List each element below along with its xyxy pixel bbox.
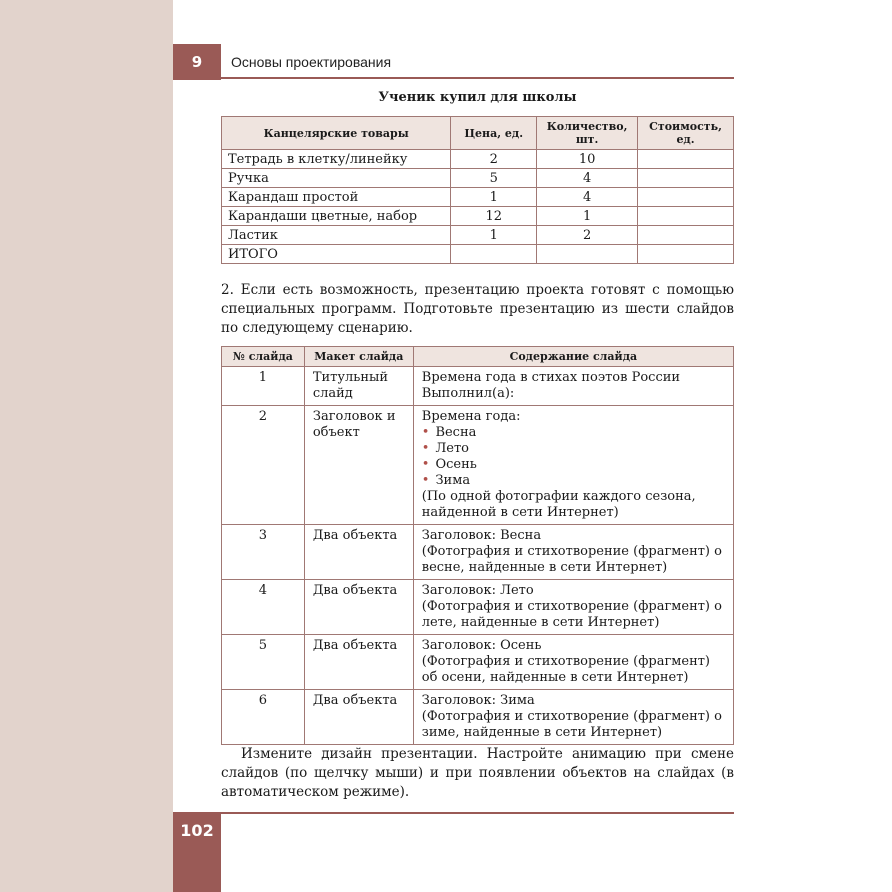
- bullet-icon: •: [421, 441, 430, 456]
- slide-content-cell: [413, 690, 733, 745]
- content-line: Времена года в стихах поэтов России: [421, 370, 681, 385]
- header-divider: [221, 77, 734, 79]
- bullet-text: Лето: [435, 441, 469, 456]
- bullet-icon: •: [421, 473, 430, 488]
- bullet-item: [422, 473, 725, 489]
- closing-instructions: Измените дизайн презентации. Настройте анимацию при смене слайдов (по щелчку мыши) и при появлении объектов на слайдах (в автоматическом режиме).: [221, 746, 734, 800]
- price-cell: 12: [451, 207, 537, 226]
- content-line: Выполнил(а):: [421, 386, 515, 401]
- cost-cell: [638, 245, 734, 264]
- content-line: Заголовок: Осень: [421, 638, 542, 653]
- quantity-cell: 4: [537, 188, 638, 207]
- bullet-item: [422, 457, 725, 473]
- slide-layout-cell: Два объекта: [304, 525, 413, 580]
- table-header-row: [222, 347, 734, 367]
- content-line: (Фотография и стихотворение (фрагмент) об осени, найденные в сети Интернет): [421, 654, 710, 685]
- quantity-cell: [537, 245, 638, 264]
- slide-number-cell: 4: [222, 580, 305, 635]
- slide-number-cell: 3: [222, 525, 305, 580]
- table-row: [222, 245, 734, 264]
- page-number: [173, 812, 221, 892]
- quantity-cell: 10: [537, 150, 638, 169]
- table-row: [222, 226, 734, 245]
- header-slide-layout: Макет слайда: [304, 347, 413, 367]
- bullet-item: [422, 425, 725, 441]
- content-line: Времена года:: [421, 409, 521, 424]
- price-cell: [451, 245, 537, 264]
- content-line: (По одной фотографии каждого сезона, найденной в сети Интернет): [421, 489, 696, 520]
- table-row: [222, 525, 734, 580]
- item-cell: ИТОГО: [222, 245, 451, 264]
- task-2: [221, 281, 734, 338]
- bullet-text: Зима: [435, 473, 471, 488]
- table-row: [222, 580, 734, 635]
- slide-content-cell: [413, 635, 733, 690]
- item-cell: Ластик: [222, 226, 451, 245]
- header-goods: Канцелярские товары: [222, 117, 451, 150]
- price-cell: 1: [451, 226, 537, 245]
- table-row: [222, 188, 734, 207]
- header-price: Цена, ед.: [451, 117, 537, 150]
- slide-layout-cell: Два объекта: [304, 580, 413, 635]
- cost-cell: [638, 169, 734, 188]
- content-line: Заголовок: Весна: [421, 528, 542, 543]
- item-cell: Карандаш простой: [222, 188, 451, 207]
- header-cost: Стоимость, ед.: [638, 117, 734, 150]
- quantity-cell: 2: [537, 226, 638, 245]
- item-cell: Карандаши цветные, набор: [222, 207, 451, 226]
- slide-number-cell: 1: [222, 367, 305, 406]
- cost-cell: [638, 207, 734, 226]
- chapter-title: Основы проектирования: [231, 54, 392, 70]
- slide-layout-cell: Титульный слайд: [304, 367, 413, 406]
- bullet-icon: •: [421, 425, 430, 440]
- slide-content-cell: [413, 406, 733, 525]
- table-row: [222, 635, 734, 690]
- slide-layout-cell: Два объекта: [304, 635, 413, 690]
- content-line: Заголовок: Лето: [421, 583, 534, 598]
- table-row: [222, 406, 734, 525]
- cost-cell: [638, 188, 734, 207]
- footer-divider: [221, 812, 734, 814]
- slide-content-cell: [413, 525, 733, 580]
- table-row: [222, 367, 734, 406]
- slide-layout-cell: Заголовок и объект: [304, 406, 413, 525]
- shopping-table-title: Ученик купил для школы: [378, 90, 577, 105]
- price-cell: 5: [451, 169, 537, 188]
- quantity-cell: 1: [537, 207, 638, 226]
- task-number: 2.: [221, 282, 234, 298]
- bullet-text: Осень: [435, 457, 477, 472]
- cost-cell: [638, 226, 734, 245]
- price-cell: 2: [451, 150, 537, 169]
- table-row: [222, 207, 734, 226]
- table-header-row: [222, 117, 734, 150]
- item-cell: Ручка: [222, 169, 451, 188]
- header-slide-number: № слайда: [222, 347, 305, 367]
- content-line: (Фотография и стихотворение (фрагмент) о весне, найденные в сети Интернет): [421, 544, 722, 575]
- task-text: Если есть возможность, презентацию проекта готовят с помощью специальных программ. Подготовьте презентацию из шести слайдов по следующему сценарию.: [221, 282, 734, 336]
- side-strip: [0, 0, 173, 892]
- page-number-text: 102: [180, 821, 214, 840]
- content-line: (Фотография и стихотворение (фрагмент) о лете, найденные в сети Интернет): [421, 599, 722, 630]
- price-cell: 1: [451, 188, 537, 207]
- bullet-item: [422, 441, 725, 457]
- content-line: Заголовок: Зима: [421, 693, 535, 708]
- table-row: [222, 150, 734, 169]
- slides-table: [221, 346, 734, 745]
- header-quantity: Количество, шт.: [537, 117, 638, 150]
- chapter-number: 9: [173, 44, 221, 80]
- slide-number-cell: 2: [222, 406, 305, 525]
- slide-number-cell: 6: [222, 690, 305, 745]
- slide-content-cell: [413, 580, 733, 635]
- content-line: (Фотография и стихотворение (фрагмент) о зиме, найденные в сети Интернет): [421, 709, 722, 740]
- table-row: [222, 169, 734, 188]
- cost-cell: [638, 150, 734, 169]
- header-slide-content: Содержание слайда: [413, 347, 733, 367]
- bullet-text: Весна: [435, 425, 477, 440]
- shopping-table: [221, 116, 734, 264]
- slide-number-cell: 5: [222, 635, 305, 690]
- slide-content-cell: [413, 367, 733, 406]
- slide-layout-cell: Два объекта: [304, 690, 413, 745]
- table-row: [222, 690, 734, 745]
- quantity-cell: 4: [537, 169, 638, 188]
- item-cell: Тетрадь в клетку/линейку: [222, 150, 451, 169]
- bullet-icon: •: [421, 457, 430, 472]
